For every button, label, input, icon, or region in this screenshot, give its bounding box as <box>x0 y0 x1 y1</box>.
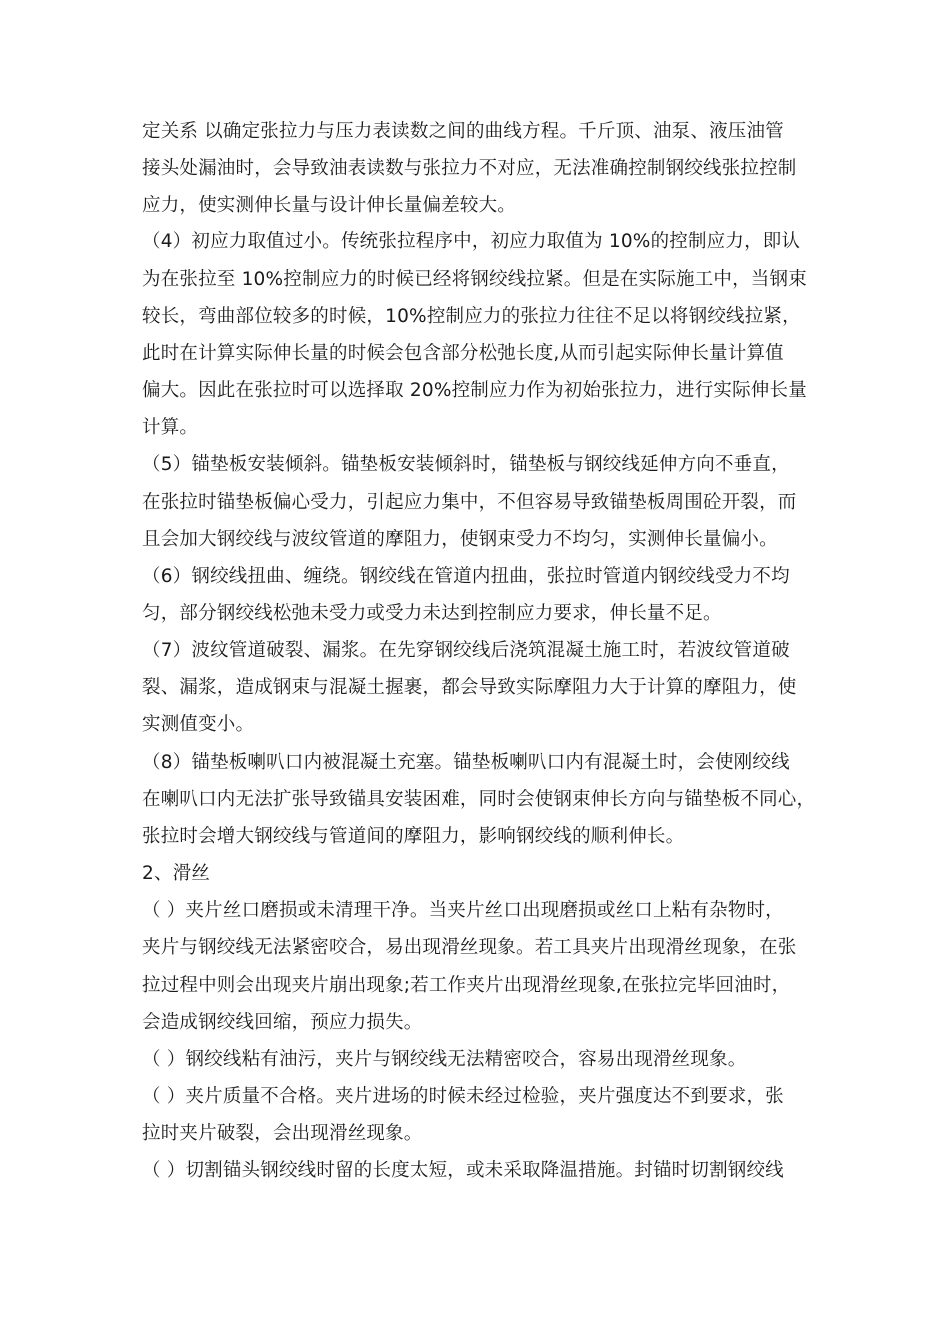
text-line: 定关系 以确定张拉力与压力表读数之间的曲线方程。千斤顶、油泵、液压油管 <box>142 121 784 142</box>
section-heading: 2、滑丝 <box>142 863 211 884</box>
text-line: （ ）切割锚头钢绞线时留的长度太短，或未采取降温措施。封锚时切割钢绞线 <box>142 1160 784 1181</box>
text-line: 会造成钢绞线回缩，预应力损失。 <box>142 1012 423 1033</box>
text-line: 裂、漏浆，造成钢束与混凝土握裹，都会导致实际摩阻力大于计算的摩阻力，使 <box>142 677 797 698</box>
text-line: 拉时夹片破裂，会出现滑丝现象。 <box>142 1123 423 1144</box>
text-line: （4）初应力取值过小。传统张拉程序中，初应力取值为 10%的控制应力，即认 <box>142 231 801 252</box>
text-line: 张拉时会增大钢绞线与管道间的摩阻力，影响钢绞线的顺利伸长。 <box>142 826 685 847</box>
text-line: 应力，使实测伸长量与设计伸长量偏差较大。 <box>142 195 517 216</box>
text-line: 在张拉时锚垫板偏心受力，引起应力集中，不但容易导致锚垫板周围砼开裂，而 <box>142 492 797 513</box>
text-line: （ ）钢绞线粘有油污，夹片与钢绞线无法精密咬合，容易出现滑丝现象。 <box>142 1049 747 1070</box>
text-line: 此时在计算实际伸长量的时候会包含部分松弛长度,从而引起实际伸长量计算值 <box>142 343 784 364</box>
text-line: 在喇叭口内无法扩张导致锚具安装困难，同时会使钢束伸长方向与锚垫板不同心， <box>142 789 816 810</box>
text-line: （6）钢绞线扭曲、缠绕。钢绞线在管道内扭曲，张拉时管道内钢绞线受力不均 <box>142 566 790 587</box>
text-line: 计算。 <box>142 417 199 438</box>
text-line: 较长，弯曲部位较多的时候，10%控制应力的张拉力往往不足以将钢绞线拉紧， <box>142 306 801 327</box>
text-line: 接头处漏油时，会导致油表读数与张拉力不对应，无法准确控制钢绞线张拉控制 <box>142 158 797 179</box>
text-line: 夹片与钢绞线无法紧密咬合，易出现滑丝现象。若工具夹片出现滑丝现象，在张 <box>142 937 797 958</box>
text-line: 实测值变小。 <box>142 714 255 735</box>
text-line: 且会加大钢绞线与波纹管道的摩阻力，使钢束受力不均匀，实测伸长量偏小。 <box>142 529 778 550</box>
text-line: （8）锚垫板喇叭口内被混凝土充塞。锚垫板喇叭口内有混凝土时，会使刚绞线 <box>142 752 790 773</box>
text-line: （ ）夹片丝口磨损或未清理干净。当夹片丝口出现磨损或丝口上粘有杂物时， <box>142 900 784 921</box>
text-line: （ ）夹片质量不合格。夹片进场的时候未经过检验，夹片强度达不到要求，张 <box>142 1086 784 1107</box>
text-line: 匀，部分钢绞线松弛未受力或受力未达到控制应力要求，伸长量不足。 <box>142 603 722 624</box>
text-line: （5）锚垫板安装倾斜。锚垫板安装倾斜时，锚垫板与钢绞线延伸方向不垂直， <box>142 454 790 475</box>
text-line: （7）波纹管道破裂、漏浆。在先穿钢绞线后浇筑混凝土施工时，若波纹管道破 <box>142 640 790 661</box>
text-line: 拉过程中则会出现夹片崩出现象;若工作夹片出现滑丝现象,在张拉完毕回油时， <box>142 975 791 996</box>
text-line: 偏大。因此在张拉时可以选择取 20%控制应力作为初始张拉力，进行实际伸长量 <box>142 380 807 401</box>
text-line: 为在张拉至 10%控制应力的时候已经将钢绞线拉紧。但是在实际施工中，当钢束 <box>142 269 807 290</box>
